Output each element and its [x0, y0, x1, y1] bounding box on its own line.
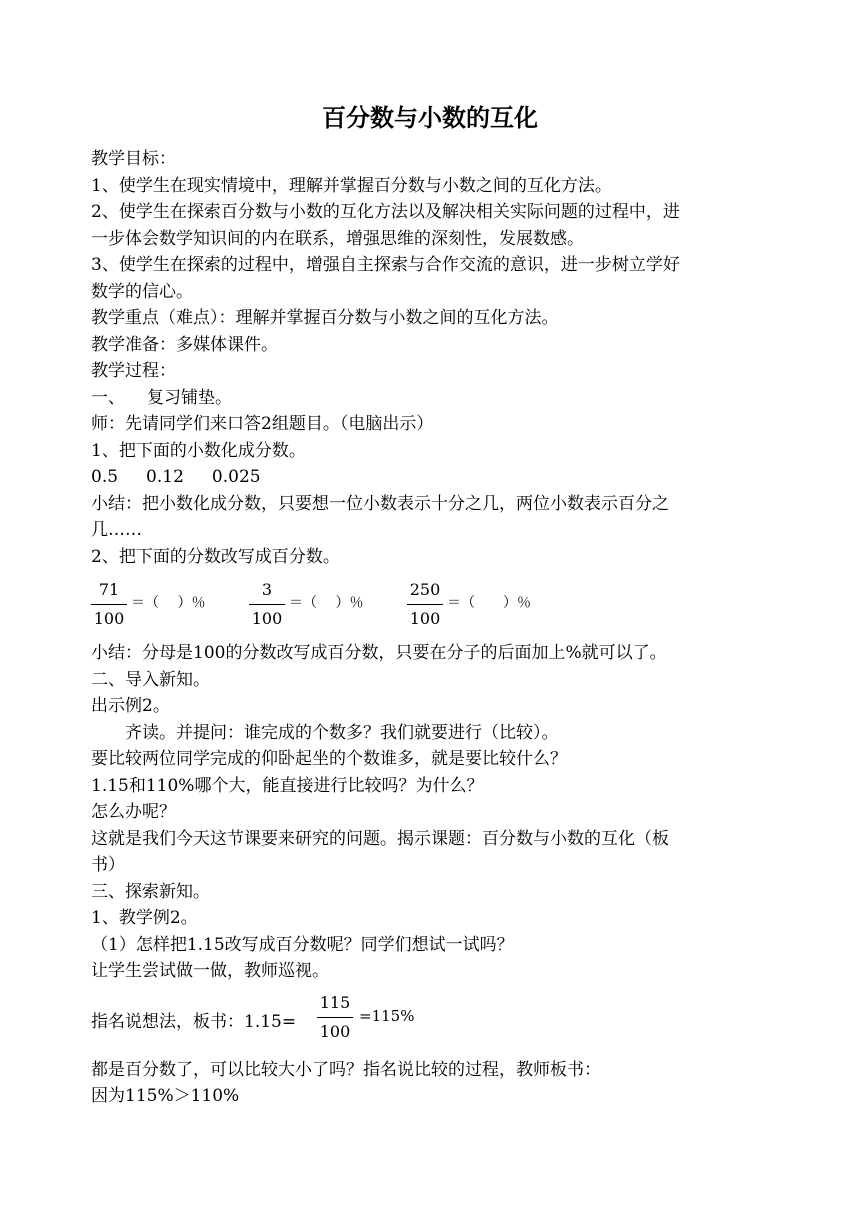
denominator: 100	[319, 1021, 351, 1041]
numerator: 115	[319, 992, 351, 1012]
text-line: 这就是我们今天这节课要来研究的问题。揭示课题：百分数与小数的互化（板	[91, 828, 669, 849]
document-body	[91, 146, 781, 1110]
fraction	[249, 578, 285, 631]
text-line: 师：先请同学们来口答2组题目。（电脑出示）	[91, 414, 434, 434]
fraction-blank: ＝（ ）％	[131, 595, 206, 611]
denominator: 100	[409, 609, 441, 628]
text-line: 怎么办呢？	[91, 802, 176, 822]
decimal-list	[91, 464, 781, 491]
text-line: （1）怎样把1.15改写成百分数呢？同学们想试一试吗？	[91, 934, 514, 955]
text-line: 要比较两位同学完成的仰卧起坐的个数谁多，就是要比较什么？	[91, 749, 567, 769]
text-line: 书）	[91, 855, 125, 875]
text-line: 数学的信心。	[91, 281, 193, 302]
text-line: 教学重点（难点）：理解并掌握百分数与小数之间的互化方法。	[91, 308, 559, 328]
text-line: 几……	[91, 520, 142, 540]
text-line: 因为115%＞110%	[91, 1086, 240, 1106]
text-line: 3、使学生在探索的过程中，增强自主探索与合作交流的意识，进一步树立学好	[91, 255, 680, 275]
text-line: 教学目标：	[91, 149, 176, 169]
text-line: 1、使学生在现实情境中，理解并掌握百分数与小数之间的互化方法。	[91, 175, 612, 196]
fraction-bar	[317, 1017, 353, 1018]
denominator: 100	[93, 609, 125, 628]
numerator: 250	[409, 580, 441, 599]
section-text: 复习铺垫。	[147, 387, 232, 408]
text-line: 三、探索新知。	[91, 881, 210, 902]
denominator: 100	[251, 609, 283, 628]
fraction-bar	[407, 604, 443, 605]
numerator: 3	[261, 580, 273, 599]
fraction-bar	[249, 604, 285, 605]
text-line: 二、导入新知。	[91, 669, 210, 690]
fraction	[407, 578, 443, 631]
numerator: 71	[98, 580, 120, 599]
fraction-blank: ＝（ ）％	[447, 595, 531, 611]
text-line: 让学生尝试做一做，教师巡视。	[91, 961, 329, 981]
fraction-blank: ＝（ ）％	[289, 595, 364, 611]
calc-prefix: 指名说想法，板书：1.15=	[91, 1011, 297, 1032]
decimal-item: 0.12	[146, 467, 184, 487]
decimal-item: 0.025	[211, 467, 261, 487]
section-number: 一、	[91, 387, 125, 408]
text-line: 2、把下面的分数改写成百分数。	[91, 546, 340, 567]
text-line: 1、教学例2。	[91, 908, 198, 928]
text-line: 小结：把小数化成分数，只要想一位小数表示十分之几，两位小数表示百分之	[91, 493, 669, 514]
fraction-exercises	[91, 578, 781, 634]
text-line: 都是百分数了，可以比较大小了吗？指名说比较的过程，教师板书：	[91, 1059, 601, 1080]
fraction-bar	[91, 604, 127, 605]
fraction	[91, 578, 127, 631]
text-line: 1、把下面的小数化成分数。	[91, 440, 306, 461]
text-line: 2、使学生在探索百分数与小数的互化方法以及解决相关实际问题的过程中，进	[91, 202, 680, 222]
text-line: 教学准备：多媒体课件。	[91, 334, 278, 355]
text-line: 教学过程：	[91, 361, 176, 381]
page-title: 百分数与小数的互化	[322, 104, 538, 132]
text-line: 1.15和110%哪个大，能直接进行比较吗？为什么？	[91, 775, 484, 796]
board-calculation	[91, 991, 781, 1047]
text-line: 出示例2。	[91, 696, 170, 716]
indented-line: 齐读。并提问：谁完成的个数多？我们就要进行（比较）。	[125, 722, 559, 743]
section-heading-1	[91, 385, 781, 412]
decimal-item: 0.5	[91, 467, 119, 487]
calc-suffix: =115%	[359, 1006, 415, 1025]
text-line: 一步体会数学知识间的内在联系，增强思维的深刻性，发展数感。	[91, 228, 584, 249]
fraction	[317, 991, 353, 1044]
text-line: 小结：分母是100的分数改写成百分数，只要在分子的后面加上%就可以了。	[91, 643, 667, 663]
